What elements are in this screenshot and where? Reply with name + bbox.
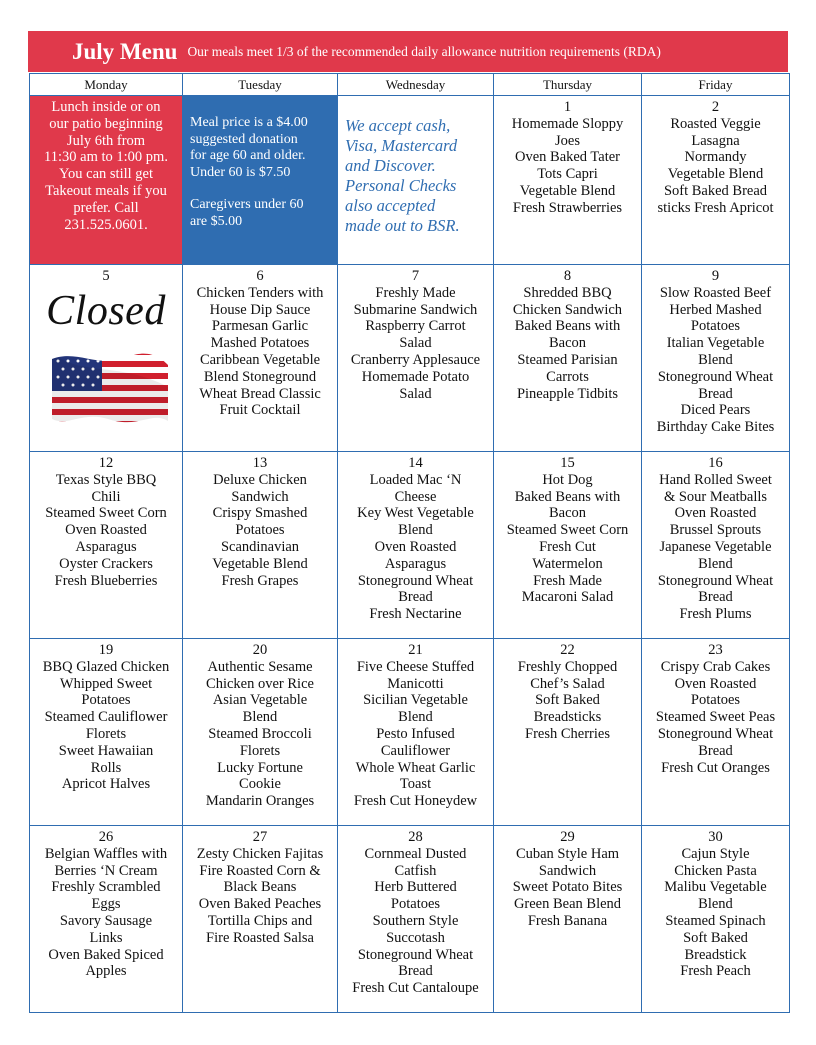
week-row-4 [30, 639, 790, 826]
day-number: 19 [98, 642, 114, 658]
day-number: 21 [408, 642, 423, 658]
menu-item-line: Hand Rolled Sweet [659, 471, 772, 488]
menu-item-line: Normandy [684, 149, 747, 166]
menu-item-line: Bread [398, 589, 433, 606]
menu-item-line: Cuban Style Ham [515, 845, 620, 862]
menu-item-line: Crispy Smashed [212, 505, 308, 522]
menu-item-line: Sweet Hawaiian [58, 742, 154, 759]
day-number: 16 [708, 455, 723, 471]
menu-items [183, 659, 337, 810]
menu-item-line: Diced Pears [680, 402, 751, 419]
menu-item-line: Sandwich [231, 488, 289, 505]
day-number: 2 [711, 99, 720, 115]
menu-item-line: Cornmeal Dusted [364, 845, 467, 862]
menu-item-line: Soft Baked [683, 929, 748, 946]
menu-items [30, 472, 182, 590]
info-line: 11:30 am to 1:00 pm. [44, 149, 168, 166]
menu-item-line: Fresh Made [533, 572, 602, 589]
weekday-monday: Monday [30, 74, 183, 96]
menu-day-cell [642, 265, 790, 452]
menu-item-line: Steamed Sweet Corn [45, 505, 167, 522]
menu-items [338, 285, 493, 403]
menu-item-line: Potatoes [235, 522, 285, 539]
menu-item-line: Black Beans [223, 879, 297, 896]
menu-item-line: Asparagus [75, 538, 137, 555]
menu-item-line: Oven Baked Peaches [198, 896, 322, 913]
day-number: 13 [252, 455, 268, 471]
menu-day-cell [30, 452, 183, 639]
menu-day-cell [30, 826, 183, 1013]
menu-item-line: Zesty Chicken Fajitas [196, 845, 324, 862]
menu-item-line: Freshly Made [375, 284, 456, 301]
info-line: and Discover. [345, 156, 436, 175]
menu-item-line: Sweet Potato Bites [512, 879, 623, 896]
menu-item-line: Freshly Scrambled [51, 879, 161, 896]
menu-item-line: Herb Buttered [374, 879, 457, 896]
menu-item-line: Blend [698, 896, 733, 913]
week-row-2 [30, 265, 790, 452]
info-line: prefer. Call [73, 199, 139, 216]
menu-item-line: Mashed Potatoes [210, 335, 310, 352]
menu-item-line: Fresh Strawberries [512, 199, 623, 216]
menu-item-line: Homemade Sloppy [511, 115, 624, 132]
menu-items [642, 846, 789, 980]
menu-item-line: Blend Stoneground [203, 368, 317, 385]
menu-item-line: Malibu Vegetable [664, 879, 767, 896]
menu-item-line: Asparagus [384, 555, 447, 572]
menu-item-line: Blend [242, 709, 278, 726]
menu-title: July Menu [72, 38, 178, 64]
menu-item-line: Fresh Banana [527, 912, 608, 929]
menu-item-line: Fresh Grapes [221, 572, 299, 589]
menu-item-line: Oven Roasted [374, 538, 457, 555]
info-line: Personal Checks [345, 176, 457, 195]
menu-item-line: Potatoes [690, 692, 741, 709]
menu-item-line: Salad [399, 385, 432, 402]
menu-day-cell [30, 639, 183, 826]
day-number: 26 [98, 829, 114, 845]
menu-item-line: Bread [698, 385, 733, 402]
menu-item-line: Italian Vegetable [666, 335, 765, 352]
menu-items [338, 659, 493, 810]
menu-item-line: Key West Vegetable [357, 505, 474, 522]
menu-item-line: Shredded BBQ [523, 284, 612, 301]
menu-item-line: Chicken over Rice [206, 675, 314, 692]
menu-item-line: Sandwich [538, 862, 597, 879]
menu-item-line: Vegetable Blend [519, 182, 616, 199]
day-number: 27 [252, 829, 268, 845]
info-line: Caregivers under 60 [190, 197, 304, 213]
menu-item-line: Caribbean Vegetable [199, 351, 321, 368]
menu-item-line: Breadsticks [533, 709, 602, 726]
week-row-5 [30, 826, 790, 1013]
info-line: for age 60 and older. [190, 148, 306, 164]
day-number: 1 [563, 99, 572, 115]
menu-day-cell [494, 96, 642, 265]
day-number: 8 [563, 268, 572, 284]
menu-item-line: Mandarin Oranges [205, 793, 315, 810]
menu-item-line: Stoneground Wheat [657, 572, 774, 589]
menu-day-cell [642, 826, 790, 1013]
menu-items [494, 116, 641, 217]
info-line: suggested donation [190, 131, 298, 147]
menu-item-line: Joes [555, 132, 580, 149]
menu-day-cell [494, 452, 642, 639]
day-number: 23 [708, 642, 723, 658]
menu-item-line: Stoneground Wheat [657, 368, 774, 385]
menu-item-line: & Sour Meatballs [663, 488, 768, 505]
menu-item-line: Watermelon [532, 555, 603, 572]
menu-item-line: Tots Capri [537, 166, 598, 183]
menu-item-line: Green Bean Blend [513, 896, 622, 913]
menu-item-line: Fire Roasted Salsa [206, 929, 314, 946]
menu-item-line: Berries ‘N Cream [54, 862, 158, 879]
menu-day-cell [338, 826, 494, 1013]
menu-day-cell [494, 265, 642, 452]
menu-item-line: Whole Wheat Garlic [355, 759, 476, 776]
menu-banner [28, 31, 788, 72]
menu-item-line: Steamed Broccoli [208, 725, 312, 742]
menu-items [642, 285, 789, 436]
menu-item-line: Whipped Sweet [59, 675, 153, 692]
menu-items [30, 846, 182, 980]
menu-day-cell [494, 826, 642, 1013]
menu-item-line: Oven Roasted [674, 675, 757, 692]
menu-item-line: Eggs [91, 896, 121, 913]
menu-item-line: Chili [91, 488, 121, 505]
menu-items [30, 659, 182, 793]
menu-item-line: Fresh Peach [680, 963, 751, 980]
menu-item-line: Stoneground Wheat [357, 572, 474, 589]
menu-item-line: Vegetable Blend [667, 166, 764, 183]
info-line: Meal price is a $4.00 [190, 115, 308, 130]
menu-item-line: Cheese [394, 488, 437, 505]
menu-item-line: Texas Style BBQ [55, 471, 157, 488]
menu-item-line: Asian Vegetable [212, 692, 308, 709]
day-number: 5 [102, 268, 110, 284]
menu-item-line: Brussel Sprouts [669, 522, 762, 539]
menu-item-line: Fresh Cut Honeydew [353, 793, 478, 810]
menu-item-line: Stoneground Wheat [357, 946, 474, 963]
menu-day-cell [338, 265, 494, 452]
menu-item-line: Catfish [394, 862, 437, 879]
menu-item-line: Potatoes [390, 896, 441, 913]
menu-subtitle: Our meals meet 1/3 of the recommended daily allowance nutrition requirements (RDA) [187, 43, 661, 59]
menu-items [642, 116, 789, 217]
menu-item-line: Deluxe Chicken [213, 471, 307, 488]
menu-item-line: Carrots [546, 368, 589, 385]
menu-item-line: Steamed Parisian [517, 351, 618, 368]
menu-items [338, 846, 493, 997]
menu-item-line: Vegetable Blend [212, 555, 308, 572]
menu-item-line: Cauliflower [380, 742, 451, 759]
menu-item-line: Bread [698, 742, 733, 759]
menu-day-cell [494, 639, 642, 826]
menu-day-cell [642, 96, 790, 265]
menu-item-line: Blend [398, 709, 433, 726]
menu-day-cell [338, 639, 494, 826]
menu-items [494, 472, 641, 606]
menu-items [494, 659, 641, 743]
menu-item-line: Rolls [90, 759, 122, 776]
info-line: Takeout meals if you [45, 182, 167, 199]
menu-item-line: sticks Fresh Apricot [657, 199, 774, 216]
menu-item-line: Toast [399, 776, 432, 793]
menu-item-line: Tortilla Chips and [207, 912, 313, 929]
menu-item-line: Japanese Vegetable [659, 538, 772, 555]
menu-item-line: Chicken Sandwich [512, 301, 623, 318]
menu-items [183, 285, 337, 419]
menu-item-line: Chicken Pasta [674, 862, 757, 879]
menu-item-line: Fresh Cherries [525, 725, 610, 742]
menu-item-line: Herbed Mashed [669, 301, 762, 318]
menu-item-line: Pesto Infused [376, 725, 455, 742]
menu-item-line: Oven Baked Spiced [48, 946, 164, 963]
menu-item-line: Homemade Potato [361, 368, 470, 385]
menu-items [183, 472, 337, 590]
menu-item-line: Pineapple Tidbits [516, 385, 619, 402]
menu-day-cell [183, 265, 338, 452]
closed-label: Closed [46, 287, 166, 334]
menu-item-line: Submarine Sandwich [353, 301, 478, 318]
menu-item-line: Loaded Mac ‘N [369, 471, 462, 488]
american-flag-icon [48, 349, 172, 429]
menu-item-line: Savory Sausage [59, 912, 153, 929]
menu-item-line: Scandinavian [220, 538, 300, 555]
day-number: 20 [252, 642, 268, 658]
menu-day-cell [642, 639, 790, 826]
menu-item-line: Belgian Waffles with [44, 845, 168, 862]
menu-item-line: Lasagna [691, 132, 740, 149]
menu-item-line: Chicken Tenders with [196, 284, 324, 301]
menu-item-line: Hot Dog [542, 471, 593, 488]
menu-item-line: Steamed Cauliflower [44, 709, 168, 726]
menu-item-line: Cookie [239, 776, 281, 793]
info-line: 231.525.0601. [64, 216, 148, 233]
menu-item-line: Cranberry Applesauce [350, 351, 481, 368]
menu-item-line: House Dip Sauce [209, 301, 311, 318]
day-number: 9 [711, 268, 720, 284]
menu-item-line: Bacon [548, 505, 587, 522]
menu-item-line: Lucky Fortune [217, 759, 303, 776]
menu-item-line: Manicotti [387, 675, 444, 692]
menu-item-line: Apricot Halves [61, 776, 151, 793]
menu-item-line: Roasted Veggie [670, 115, 761, 132]
menu-items [642, 472, 789, 623]
menu-calendar [29, 73, 790, 1013]
menu-item-line: Blend [698, 555, 733, 572]
week-row-1 [30, 96, 790, 265]
menu-item-line: Fresh Plums [679, 606, 752, 623]
menu-item-line: Fresh Cut [539, 538, 596, 555]
menu-item-line: Cajun Style [681, 845, 750, 862]
info-line: Visa, Mastercard [345, 136, 458, 155]
menu-item-line: Steamed Spinach [665, 912, 766, 929]
menu-items [494, 285, 641, 403]
menu-item-line: Oven Roasted [65, 522, 147, 539]
info-line: July 6th from [66, 132, 146, 149]
menu-item-line: Chef’s Salad [530, 675, 605, 692]
day-number: 15 [560, 455, 575, 471]
menu-item-line: Potatoes [81, 692, 131, 709]
menu-item-line: Macaroni Salad [521, 589, 614, 606]
menu-item-line: Salad [399, 335, 432, 352]
menu-item-line: Fresh Blueberries [54, 572, 158, 589]
menu-item-line: Steamed Sweet Corn [506, 522, 629, 539]
day-number: 30 [708, 829, 723, 845]
closed-day-cell [30, 265, 183, 452]
menu-item-line: Apples [85, 963, 127, 980]
menu-item-line: Soft Baked Bread [663, 182, 768, 199]
menu-item-line: Steamed Sweet Peas [655, 709, 776, 726]
weekday-thursday: Thursday [494, 74, 642, 96]
info-line: You can still get [59, 166, 153, 183]
info-line: also accepted [345, 196, 436, 215]
menu-item-line: Potatoes [690, 318, 741, 335]
menu-item-line: Breadstick [684, 946, 747, 963]
menu-item-line: Bread [698, 589, 733, 606]
day-number: 28 [408, 829, 423, 845]
menu-item-line: Freshly Chopped [517, 658, 618, 675]
menu-items [642, 659, 789, 777]
menu-items [494, 846, 641, 930]
menu-item-line: Links [89, 929, 123, 946]
menu-items [338, 472, 493, 623]
menu-item-line: Oyster Crackers [59, 555, 153, 572]
menu-item-line: Fruit Cocktail [219, 402, 301, 419]
day-number: 22 [560, 642, 575, 658]
menu-item-line: Raspberry Carrot [365, 318, 466, 335]
menu-item-line: Baked Beans with [514, 488, 621, 505]
menu-item-line: Florets [85, 725, 127, 742]
menu-item-line: Florets [239, 742, 281, 759]
menu-item-line: Bacon [548, 335, 587, 352]
menu-item-line: Sicilian Vegetable [363, 692, 468, 709]
weekday-tuesday: Tuesday [183, 74, 338, 96]
week-row-3 [30, 452, 790, 639]
menu-item-line: Parmesan Garlic [211, 318, 309, 335]
menu-item-line: Blend [698, 351, 733, 368]
menu-item-line: Fresh Cut Oranges [661, 759, 770, 776]
menu-item-line: Soft Baked [535, 692, 600, 709]
info-line: Under 60 is $7.50 [190, 164, 291, 180]
day-number: 6 [256, 268, 264, 284]
day-number: 29 [560, 829, 575, 845]
menu-day-cell [338, 452, 494, 639]
menu-day-cell [183, 826, 338, 1013]
info-line: We accept cash, [345, 116, 451, 135]
menu-item-line: Fresh Cut Cantaloupe [352, 980, 479, 997]
menu-items [183, 846, 337, 947]
weekday-header-row [30, 74, 790, 96]
menu-item-line: Five Cheese Stuffed [356, 658, 475, 675]
menu-item-line: Birthday Cake Bites [656, 419, 775, 436]
menu-item-line: Crispy Crab Cakes [660, 658, 771, 675]
info-lunch-hours [30, 96, 183, 265]
menu-item-line: Stoneground Wheat [657, 725, 774, 742]
weekday-wednesday: Wednesday [338, 74, 494, 96]
info-line: made out to BSR. [345, 216, 460, 235]
menu-item-line: Fresh Nectarine [369, 606, 462, 623]
menu-day-cell [183, 452, 338, 639]
info-line: are $5.00 [190, 213, 243, 229]
menu-item-line: Succotash [386, 929, 445, 946]
menu-item-line: Baked Beans with [514, 318, 621, 335]
day-number: 14 [408, 455, 423, 471]
menu-item-line: BBQ Glazed Chicken [42, 658, 170, 675]
day-number: 7 [411, 268, 420, 284]
menu-day-cell [642, 452, 790, 639]
menu-item-line: Bread [398, 963, 433, 980]
menu-item-line: Fire Roasted Corn & [199, 862, 321, 879]
menu-item-line: Oven Baked Tater [514, 149, 620, 166]
info-payment [338, 96, 494, 265]
menu-item-line: Oven Roasted [674, 505, 757, 522]
menu-item-line: Blend [398, 522, 433, 539]
weekday-friday: Friday [642, 74, 790, 96]
menu-item-line: Authentic Sesame [207, 658, 313, 675]
menu-item-line: Southern Style [372, 912, 459, 929]
info-meal-price [183, 96, 338, 265]
menu-item-line: Wheat Bread Classic [199, 385, 321, 402]
info-line: Lunch inside or on [51, 99, 161, 115]
menu-day-cell [183, 639, 338, 826]
menu-item-line: Slow Roasted Beef [659, 284, 772, 301]
info-line: our patio beginning [49, 115, 163, 132]
day-number: 12 [98, 455, 114, 471]
